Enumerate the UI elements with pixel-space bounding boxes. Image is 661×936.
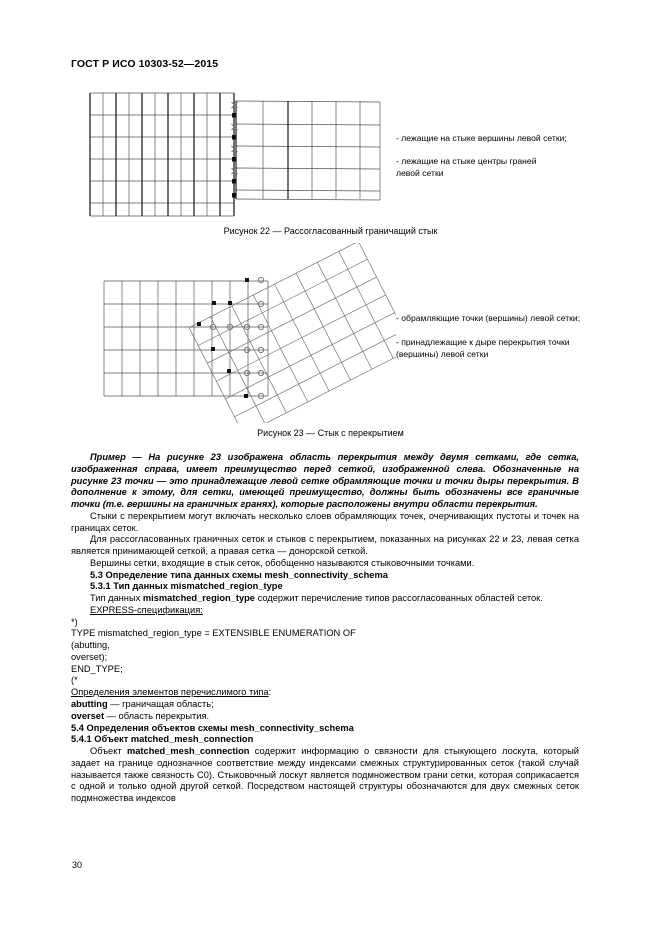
paragraph-5-post: содержит информацию о связности для стыкующего лоскута, который задает на границе однозначное соответствие между индексами смежных структурированных сеток (такой случай называется также связность C0). Стыковочный лоскут является подмножеством грани сетки, которая соприкасается с одной и только одной другой сеткой. Посредством настоящей структуры обозначаются для двух смежных сеток подмножества индексов <box>71 746 579 804</box>
enum-item-overset <box>71 711 579 723</box>
figure-23-legend-line-3: (вершины) левой сетки <box>396 348 489 359</box>
heading-5-4-1: 5.4.1 Объект matched_mesh_connection <box>71 734 254 745</box>
enum-item-abutting-text: — граничащая область; <box>107 699 214 710</box>
enum-item-overset-name: overset <box>71 710 105 721</box>
express-line-3: (abutting, <box>71 640 110 651</box>
paragraph-4-type-name: mismatched_region_type <box>142 593 255 603</box>
body-text <box>71 452 579 805</box>
express-line-5: END_TYPE; <box>71 663 123 674</box>
express-line-2: TYPE mismatched_region_type = EXTENSIBLE ENUMERATION OF <box>71 628 356 639</box>
paragraph-5 <box>71 746 579 805</box>
paragraph-5-entity-name: matched_mesh_connection <box>127 746 250 757</box>
figure-23-svg <box>96 243 396 423</box>
paragraph-5-pre: Объект <box>90 746 127 757</box>
paragraph-3: Вершины сетки, входящие в стык сеток, обобщенно называются стыковочными точками. <box>90 557 475 568</box>
paragraph-4-pre: Тип данных <box>90 593 143 603</box>
figure-22-svg <box>88 88 388 218</box>
figure-22-legend-line-2: - лежащие на стыке центры граней <box>396 156 537 167</box>
example-label: Пример — <box>90 452 142 462</box>
figure-23-graphic <box>96 243 396 423</box>
express-line-4: overset); <box>71 651 108 662</box>
express-spec-label: EXPRESS-спецификация: <box>90 604 203 615</box>
enum-item-overset-text: — область перекрытия. <box>104 710 210 721</box>
enum-definitions-label: Определения элементов перечислимого типа <box>71 687 269 698</box>
paragraph-2: Для рассогласованных граничных сеток и стыков с перекрытием, показанных на рисунках 22 и 23, левая сетка является принимающей сеткой, а правая сетка — донорской сеткой. <box>71 534 579 556</box>
heading-5-4: 5.4 Определения объектов схемы mesh_connectivity_schema <box>71 722 354 733</box>
express-line-6: (* <box>71 675 78 686</box>
enum-definitions-label-line <box>71 687 579 699</box>
express-spec-label-line <box>71 605 579 617</box>
heading-5-3: 5.3 Определение типа данных схемы mesh_connectivity_schema <box>90 569 388 580</box>
express-line-1: *) <box>71 616 78 627</box>
figure-22-legend <box>396 133 636 179</box>
paragraph-1: Стыки с перекрытием могут включать несколько слоев обрамляющих точек, очерчивающих пустоты и точек на границах сеток. <box>71 510 579 533</box>
figure-23-framing-point-markers <box>197 278 249 398</box>
enum-item-abutting-name: abutting <box>71 699 108 710</box>
figure-22-legend-line-1: - лежащие на стыке вершины левой сетки; <box>396 133 567 143</box>
document-header-standard-number: ГОСТ Р ИСО 10303-52—2015 <box>71 58 219 70</box>
figure-22-legend-line-3: левой сетки <box>396 167 444 178</box>
paragraph-4-post: содержит перечисление типов рассогласованных областей сеток. <box>254 593 543 603</box>
figure-23-legend-line-1: - обрамляющие точки (вершины) левой сетки; <box>396 313 581 323</box>
enum-item-abutting <box>71 699 579 711</box>
example-body: На рисунке 23 изображена область перекрытия между двумя сетками, где сетка, изображенная справа, имеет преимущество перед сеткой, изображенной слева. Обозначенные на рисунке 23 точки — это принадлежащие левой сетке обрамляющие точки и точки дыры перекрытия. В дополнение к этому, для сетки, имеющей преимущество, должны быть обозначены все граничные точки (т.е. вершины на граничных гранях), которые расположены внутри области перекрытия. <box>71 452 579 509</box>
example-paragraph <box>71 452 579 511</box>
figure-23-legend-line-2: - принадлежащие к дыре перекрытия точки <box>396 337 570 348</box>
figure-23-legend <box>396 313 641 360</box>
figure-22-graphic <box>88 88 388 218</box>
page-number: 30 <box>72 860 83 870</box>
heading-5-3-1: 5.3.1 Тип данных mismatched_region_type <box>90 581 283 592</box>
figure-22-caption: Рисунок 22 — Рассогласованный граничащий стык <box>223 226 438 236</box>
paragraph-4 <box>71 593 579 605</box>
figure-23-caption: Рисунок 23 — Стык с перекрытием <box>257 428 404 438</box>
enum-definitions-colon: : <box>268 687 272 698</box>
express-spec-block <box>71 617 579 688</box>
